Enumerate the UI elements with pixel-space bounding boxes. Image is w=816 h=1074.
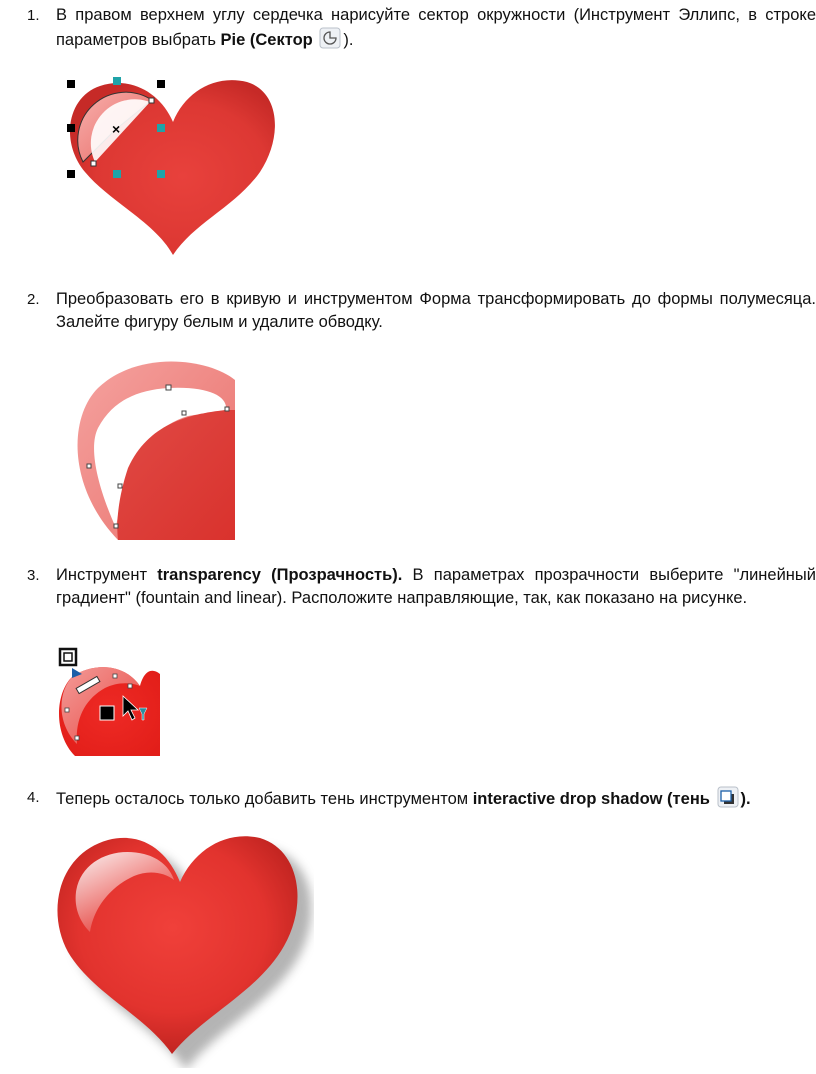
step-number: 1. bbox=[27, 7, 40, 24]
step-number: 2. bbox=[27, 291, 40, 308]
step-text-bold: ). bbox=[740, 790, 751, 808]
step-text-bold: interactive drop shadow (тень bbox=[472, 790, 710, 808]
drop-shadow-icon bbox=[717, 786, 739, 808]
step-text: Преобразовать его в кривую и инструментом Форма трансформировать до формы полумесяца. Залейте фигуру белым и удалите обводку. bbox=[56, 290, 816, 331]
pie-sector-icon bbox=[319, 27, 341, 49]
final-heart-with-shadow-figure bbox=[52, 828, 314, 1068]
step-number: 3. bbox=[27, 567, 40, 584]
step-text-bold: transparency (Прозрачность). bbox=[157, 566, 403, 584]
transparency-tool-figure bbox=[55, 644, 163, 756]
step-text-part: В правом верхнем углу сердечка нарисуйте сектор окружности (Инструмент Эллипс, в строке параметров выбрать bbox=[56, 6, 816, 49]
step-text-bold: Pie (Сектор bbox=[220, 31, 313, 49]
svg-text:×: × bbox=[112, 121, 121, 137]
step-text bbox=[56, 786, 816, 811]
step-text-part: Теперь осталось только добавить тень инструментом bbox=[56, 790, 473, 808]
crescent-moon-figure bbox=[68, 358, 238, 540]
transparency-end-handle bbox=[100, 706, 114, 720]
step-text-part: Инструмент bbox=[56, 566, 158, 584]
step-number: 4. bbox=[27, 789, 40, 806]
step-text bbox=[56, 4, 816, 52]
step-text bbox=[56, 564, 816, 610]
step-text-part: ). bbox=[343, 31, 354, 49]
heart-with-pie-sector-figure bbox=[55, 72, 285, 262]
step-text-part: В параметрах прозрачности выберите "линейный градиент" (fountain and linear). Расположите направляющие, так, как показано на рисунке. bbox=[56, 566, 816, 607]
